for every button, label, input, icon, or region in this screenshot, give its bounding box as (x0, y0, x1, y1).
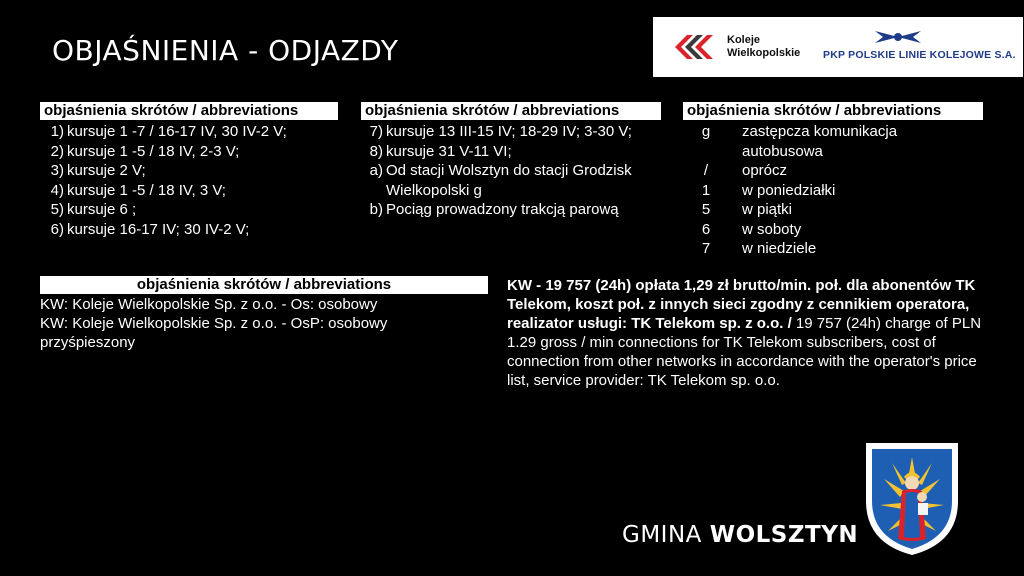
abbreviations-list-2 (346, 122, 646, 220)
abbreviations-header-4: objaśnienia skrótów / abbreviations (40, 276, 488, 294)
list-item: b) Pociąg prowadzony trakcją parową (369, 201, 619, 218)
abbreviations-list-1 (24, 122, 346, 239)
abbreviations-header-1: objaśnienia skrótów / abbreviations (40, 102, 338, 120)
kw-logo-text: Koleje Wielkopolskie (727, 34, 801, 59)
koleje-wielkopolskie-logo-icon (675, 33, 721, 61)
list-item: 2) kursuje 1 -5 / 18 IV, 2-3 V; (50, 142, 240, 160)
list-item: 5 w piątki (701, 201, 793, 218)
list-item: / oprócz (703, 162, 788, 179)
pkp-wings-icon (873, 29, 923, 45)
list-item: 1) kursuje 1 -7 / 16-17 IV, 30 IV-2 V; (50, 123, 287, 140)
carrier-item: KW: Koleje Wielkopolskie Sp. z o.o. - Os: osobowy (40, 296, 378, 313)
list-item: 6) kursuje 16-17 IV; 30 IV-2 V; (50, 220, 250, 238)
pkp-logo-text: PKP POLSKIE LINIE KOLEJOWE S.A. (823, 49, 1016, 61)
carrier-item: KW: Koleje Wielkopolskie Sp. z o.o. - OsP: osobowy przyśpieszony (40, 315, 388, 351)
list-item: 7) kursuje 13 III-15 IV; 18-29 IV; 3-30 V; (369, 123, 632, 140)
abbreviations-list-3 (686, 122, 916, 259)
list-item: 3) kursuje 2 V; (50, 162, 146, 179)
logos-panel (653, 17, 1023, 77)
list-item: a) Od stacji Wolsztyn do stacji Grodzisk Wielkopolski g (369, 162, 632, 199)
list-item: 8) kursuje 31 V-11 VI; (369, 142, 512, 160)
list-item: 4) kursuje 1 -5 / 18 IV, 3 V; (50, 181, 226, 199)
list-item: 5) kursuje 6 ; (50, 201, 137, 218)
abbreviations-header-2: objaśnienia skrótów / abbreviations (361, 102, 661, 120)
list-item: 6 w soboty (701, 220, 802, 238)
list-item: 1 w poniedziałki (701, 181, 836, 199)
list-item: 7 w niedziele (701, 240, 817, 257)
abbreviations-header-3: objaśnienia skrótów / abbreviations (683, 102, 983, 120)
tk-info-english: 19 757 (24h) charge of PLN 1.29 gross / min connections for TK Telekom subscribers, cost of connection from other networks in accordance with the operator's price list, service provider: TK Telekom sp. o.o. (507, 315, 982, 389)
wolsztyn-coat-of-arms-icon (862, 439, 962, 559)
page-title: OBJAŚNIENIA - ODJAZDY (52, 34, 399, 67)
gmina-label: GMINA WOLSZTYN (622, 522, 859, 548)
list-item: g zastępcza komunikacja autobusowa (701, 123, 898, 160)
tk-info-polish: KW - 19 757 (24h) opłata 1,29 zł brutto/min. poł. dla abonentów TK Telekom, koszt poł. z innych sieci zgodny z cennikiem operatora, realizator usługi: TK Telekom sp. z o.o. / (507, 277, 976, 332)
carriers-list (40, 295, 480, 352)
tk-telekom-info (507, 276, 989, 390)
